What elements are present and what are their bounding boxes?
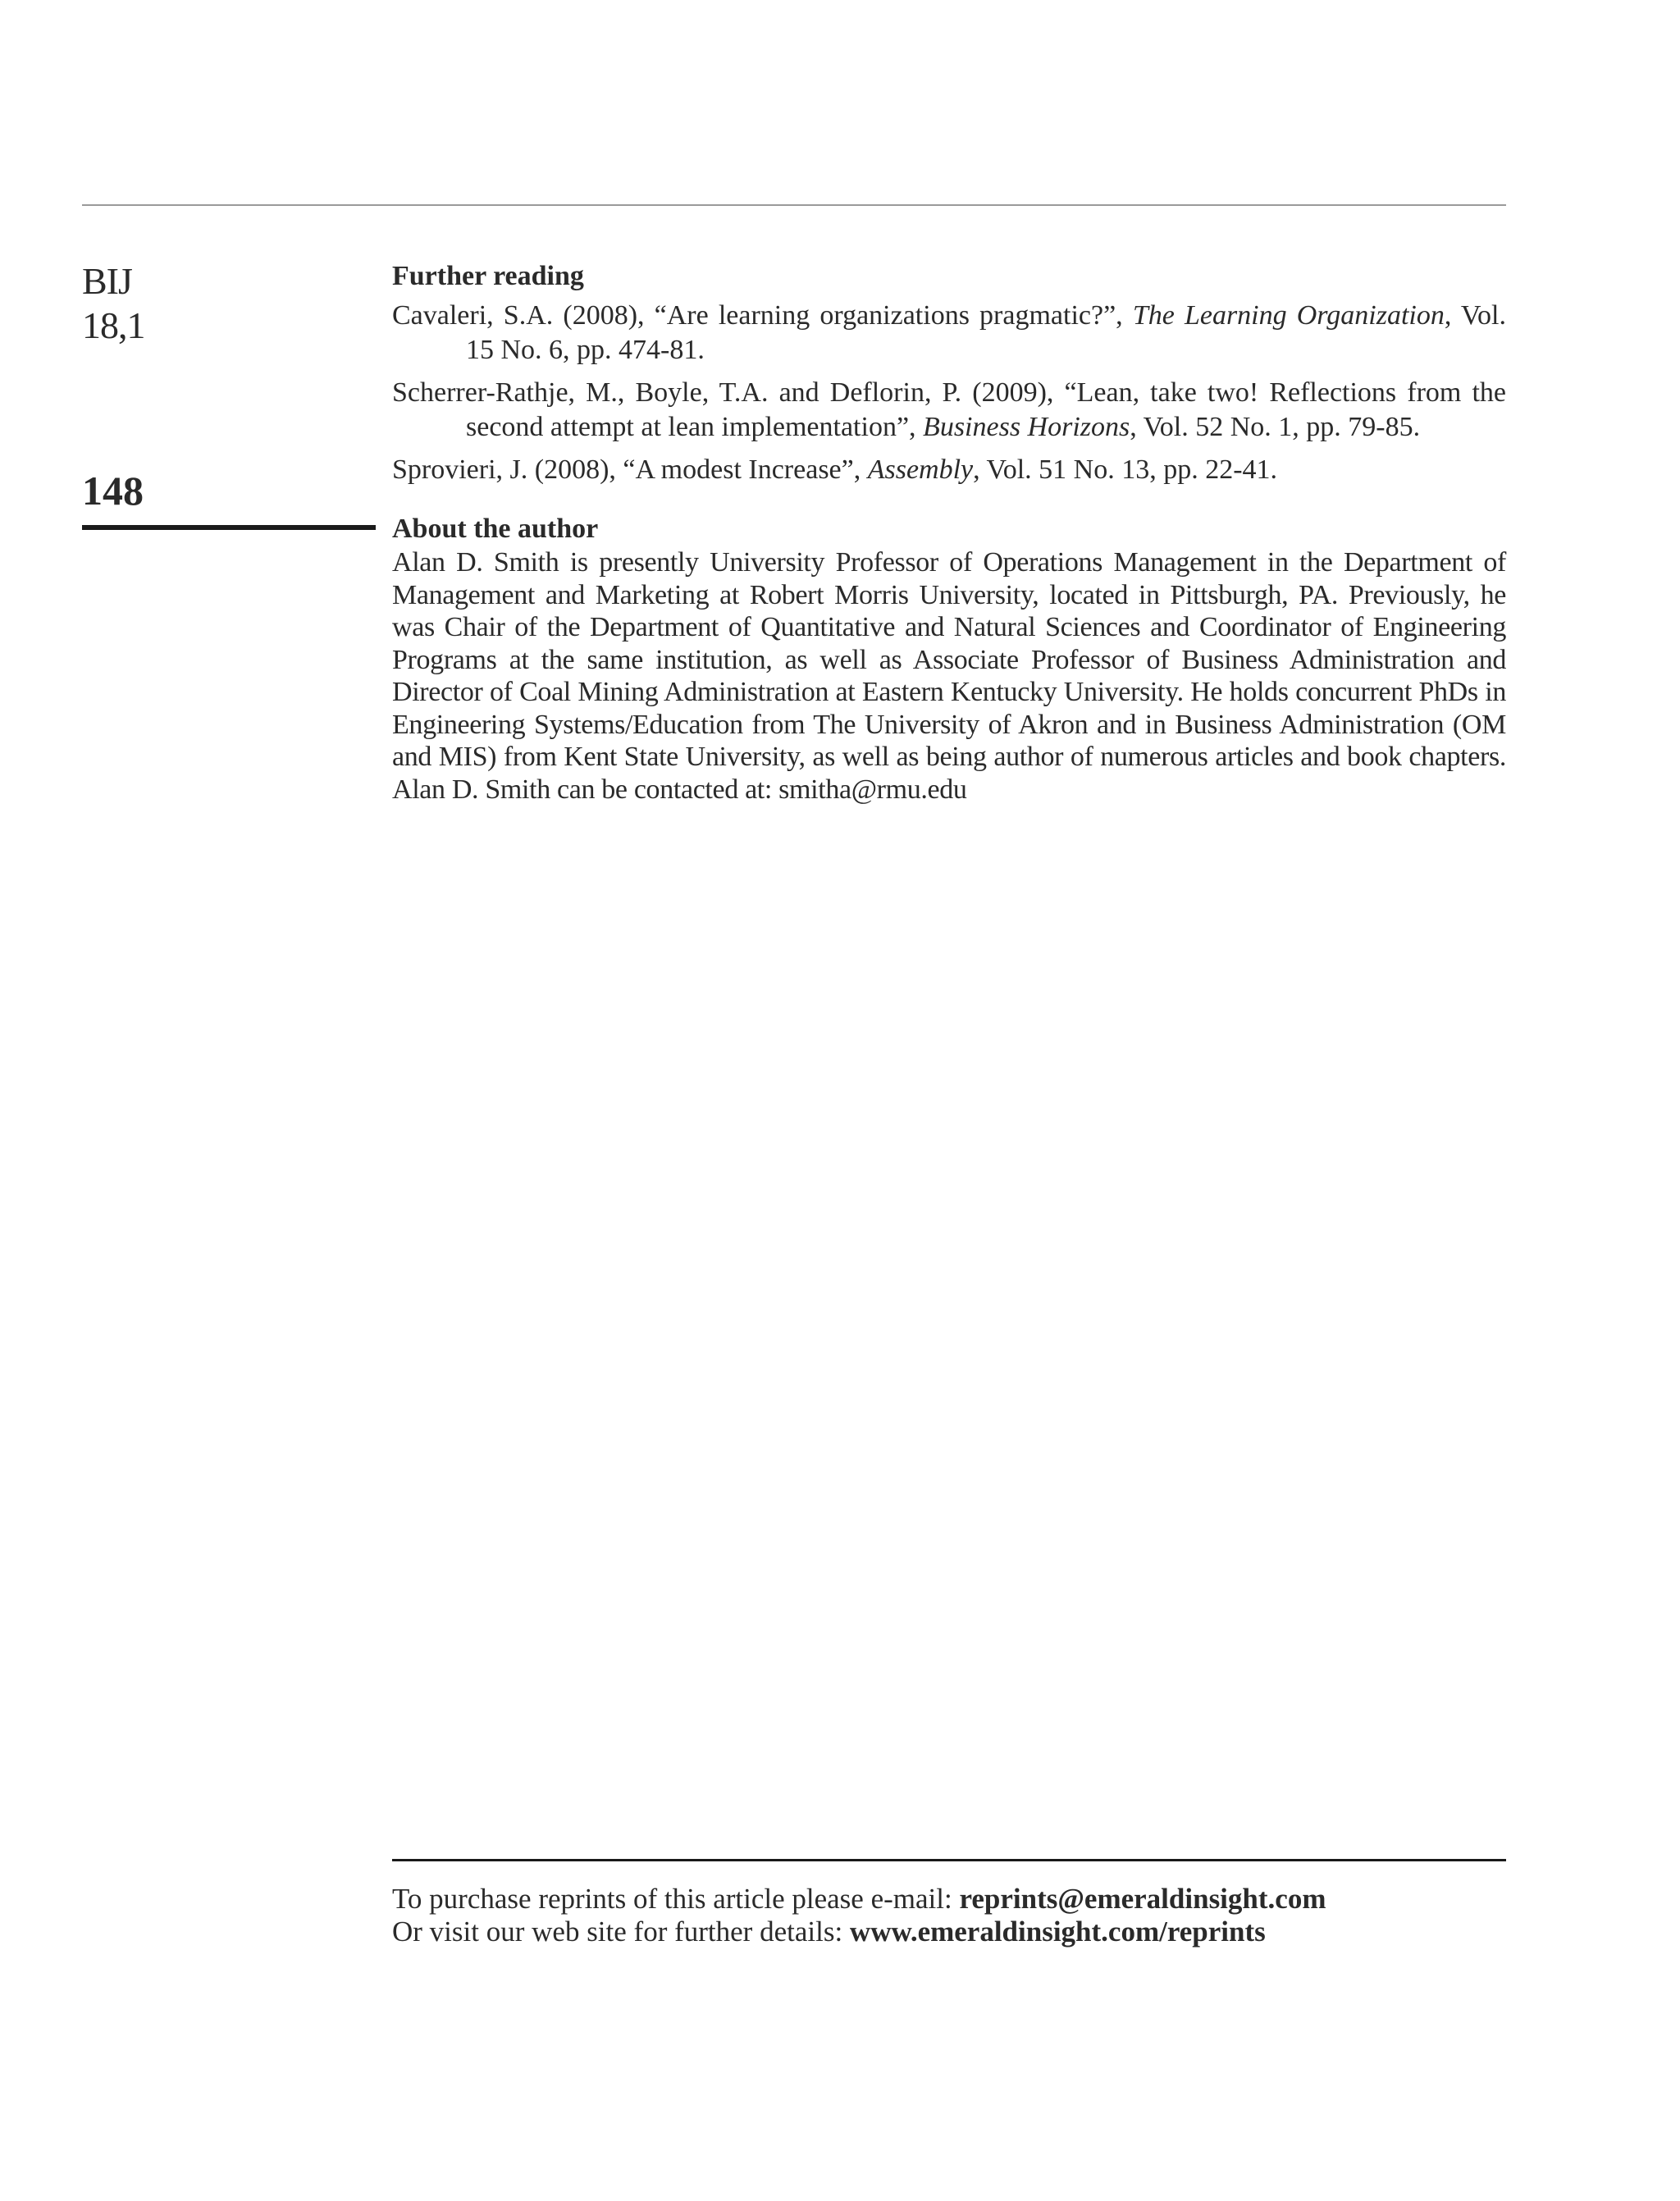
reprints-footer xyxy=(392,1859,1506,1948)
reference-details: , Vol. 52 No. 1, pp. 79-85. xyxy=(1130,412,1421,442)
reference-source: Business Horizons xyxy=(923,412,1130,442)
header-rule xyxy=(82,204,1506,206)
reference-details: , Vol. 15 No. 6, pp. 474-81. xyxy=(466,300,1506,365)
page-number: 148 xyxy=(82,468,144,514)
reference-details: , Vol. 51 No. 13, pp. 22-41. xyxy=(973,454,1278,485)
volume-issue: 18,1 xyxy=(82,304,145,346)
main-content xyxy=(392,259,1506,806)
reference-list xyxy=(392,299,1506,487)
reprints-email[interactable]: reprints@emeraldinsight.com xyxy=(959,1883,1326,1915)
reprints-email-label: To purchase reprints of this article please e-mail: xyxy=(392,1883,960,1915)
reference-source: Assembly xyxy=(867,454,974,485)
reference-item xyxy=(392,299,1506,368)
reference-item xyxy=(392,376,1506,445)
reference-text: Scherrer-Rathje, M., Boyle, T.A. and Deflorin, P. (2009), “Lean, take two! Reflections from the second attempt at lean implementation”, xyxy=(392,377,1506,442)
reprints-email-line xyxy=(392,1883,1506,1916)
reprints-url-line xyxy=(392,1916,1506,1948)
reference-text: Cavaleri, S.A. (2008), “Are learning organizations pragmatic?”, xyxy=(392,300,1133,331)
page-number-rule xyxy=(82,525,376,530)
author-bio: Alan D. Smith is presently University Professor of Operations Management in the Department of Management and Marketing at Robert Morris University, located in Pittsburgh, PA. Previously, he was Chair of the Department of Quantitative and Natural Sciences and Coordinator of Engineering Programs at the same institution, as well as Associate Professor of Business Administration and Director of Coal Mining Administration at Eastern Kentucky University. He holds concurrent PhDs in Engineering Systems/Education from The University of Akron and in Business Administration (OM and MIS) from Kent State University, as well as being author of numerous articles and book chapters. Alan D. Smith can be contacted at: smitha@rmu.edu xyxy=(392,547,1506,805)
reprints-url[interactable]: www.emeraldinsight.com/reprints xyxy=(849,1916,1266,1948)
reprints-url-label: Or visit our web site for further details: xyxy=(392,1916,850,1948)
footer-rule xyxy=(392,1859,1506,1861)
further-reading-heading: Further reading xyxy=(392,261,584,291)
journal-code xyxy=(82,259,145,348)
about-author-section xyxy=(392,512,1506,806)
journal-abbreviation: BIJ xyxy=(82,260,132,302)
reference-text: Sprovieri, J. (2008), “A modest Increase”, xyxy=(392,454,868,485)
reference-source: The Learning Organization xyxy=(1132,300,1445,331)
reference-item xyxy=(392,453,1506,487)
about-author-heading: About the author xyxy=(392,514,599,544)
